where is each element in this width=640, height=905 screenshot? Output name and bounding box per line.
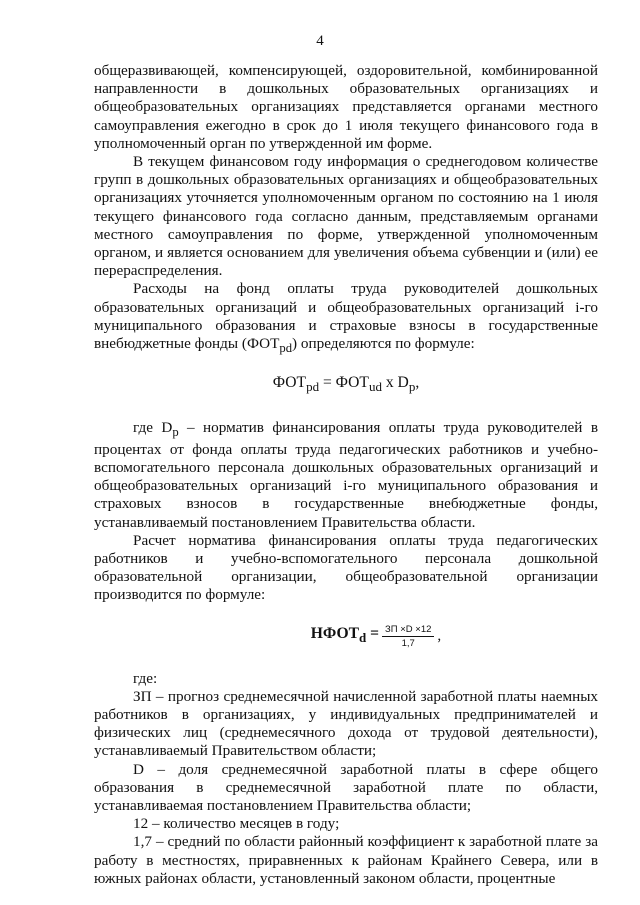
paragraph-1: общеразвивающей, компенсирующей, оздоровительной, комбинированной направленности в дошкольных образовательных организациях и общеобразовательных организациях представляется органами местного самоуправления ежегодно в срок до 1 июля текущего финансового года в уполномоченный орган по утвержденной им форме. xyxy=(94,62,598,152)
fraction-numerator: ЗП ×D ×12 xyxy=(382,623,434,637)
definition-d: D – доля среднемесячной заработной платы в сфере общего образования в среднемесячной заработной плате по области, устанавливаемая постановлением Правительства области; xyxy=(94,760,598,815)
paragraph-5: Расчет норматива финансирования оплаты труда педагогических работников и учебно-вспомогательного персонала дошкольной образовательной организации, общеобразовательной организации производится по формуле: xyxy=(94,531,598,604)
definition-zp: ЗП – прогноз среднемесячной начисленной заработной платы наемных работников в организациях, у индивидуальных предпринимателей и физических лиц (среднемесячного дохода от трудовой деятельности), устанавливаемый Правительством области; xyxy=(94,687,598,760)
paragraph-4: где $D_p$ – норматив финансирования оплаты труда руководителей в процентах от фонда оплаты труда педагогических работников и учебно-вспомогательного персонала дошкольных образовательных организаций и общеобразовательных организаций i-го муниципального образования и страховых взносов в государственные внебюджетные фонды, устанавливаемый постановлением Правительства области. xyxy=(94,418,599,531)
fraction-denominator: 1,7 xyxy=(401,637,415,649)
paragraph-3: Расходы на фонд оплаты труда руководителей дошкольных образовательных организаций и общеобразовательных организаций i-го муниципального образования и страховые взносы в государственные внебюджетные фонды $(ФОТ_{pd})$ определяются по формуле: xyxy=(94,280,598,356)
definition-coefficient: 1,7 – средний по области районный коэффициент к заработной плате за работу в местностях, приравненных к районам Крайнего Севера, или в южных районах области, установленный законом области, процентные xyxy=(94,833,598,887)
where-label: где: xyxy=(133,669,158,687)
formula-fot: $ФОТ_{pd} = ФОТ_{ud}$ x $D_p$, xyxy=(272,374,420,395)
subscript: p xyxy=(172,424,179,439)
formula-fraction xyxy=(382,623,434,650)
formula-nfot: $НФОТ_d$ = $\frac{ЗП \times D \times 12}{1,7}$ , xyxy=(310,623,442,649)
page-number: 4 xyxy=(316,33,324,49)
formula-lhs: $НФОТ_d$ = xyxy=(310,625,380,646)
subscript: pd xyxy=(279,341,293,356)
document-body xyxy=(94,62,598,888)
definition-12: 12 – количество месяцев в году; xyxy=(133,815,340,833)
paragraph-2: В текущем финансовом году информация о среднегодовом количестве групп в дошкольных образовательных организациях и общеобразовательных организациях уточняется уполномоченным органом по состоянию на 1 июля текущего финансового года согласно данным, представляемым органами местного самоуправления по форме, утвержденной уполномоченным органом, и является основанием для увеличения объема субвенции и (или) ее перераспределения. xyxy=(94,153,598,280)
